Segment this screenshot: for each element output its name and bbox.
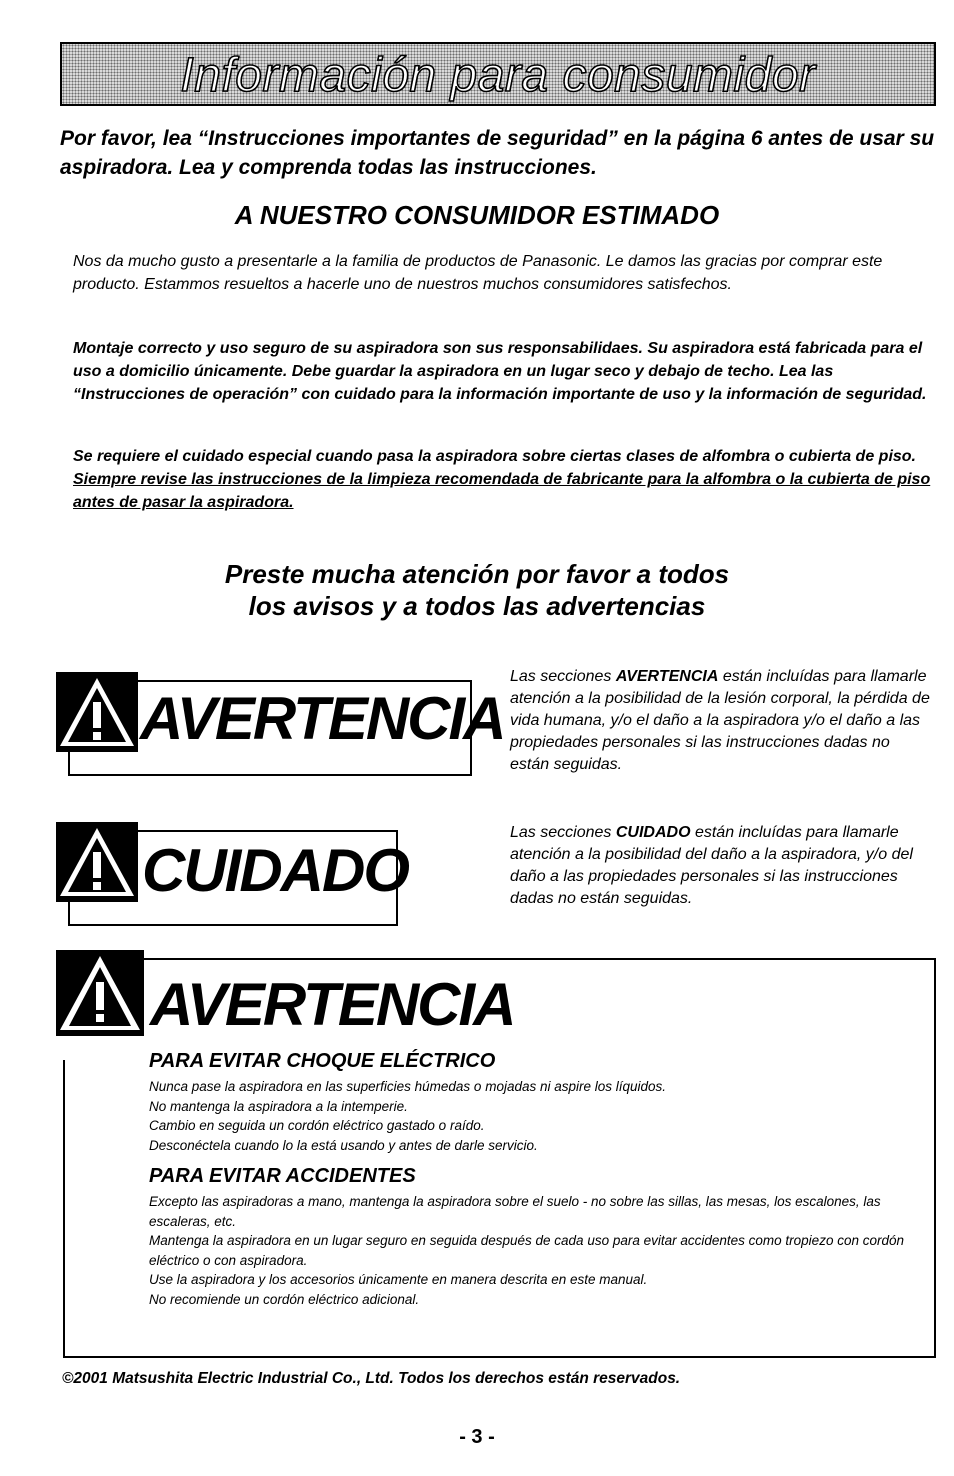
accidents-item: Use la aspiradora y los accesorios únicamente en manera descrita en este manual. bbox=[149, 1272, 648, 1287]
warning-label-text: AVERTENCIA bbox=[140, 685, 505, 752]
caution-desc-bold: CUIDADO bbox=[615, 824, 691, 841]
p3-text: Se requiere el cuidado especial cuando pasa la aspiradora sobre ciertas clases de alfombra o cubierta de piso. bbox=[73, 448, 916, 465]
shock-item: No mantenga la aspiradora a la intemperie. bbox=[149, 1098, 408, 1114]
shock-heading: PARA EVITAR CHOQUE ELÉCTRICO bbox=[149, 1050, 496, 1072]
attention-heading bbox=[0, 558, 954, 622]
accidents-heading: PARA EVITAR ACCIDENTES bbox=[149, 1165, 416, 1187]
warning-triangle-icon bbox=[56, 672, 138, 752]
caution-label-text: CUIDADO bbox=[142, 837, 408, 904]
attention-line-2: los avisos y a todos las advertencias bbox=[248, 591, 706, 621]
copyright: ©2001 Matsushita Electric Industrial Co., Ltd. Todos los derechos están reservados. bbox=[62, 1370, 681, 1387]
shock-item: Cambio en seguida un cordón eléctrico gastado o raído. bbox=[149, 1118, 485, 1133]
warning-box-side-bar bbox=[56, 1036, 78, 1060]
warning-box-title: AVERTENCIA bbox=[150, 971, 515, 1038]
dear-consumer-heading: A NUESTRO CONSUMIDOR ESTIMADO bbox=[234, 200, 720, 230]
header-banner bbox=[60, 42, 936, 106]
caution-description bbox=[510, 822, 920, 910]
shock-item: Nunca pase la aspiradora en las superficies húmedas o mojadas ni aspire los líquidos. bbox=[149, 1079, 667, 1094]
warning-desc-post: están incluídas para llamarle atención a la posibilidad de la lesión corporal, la pérdida de vida humana, y/o el daño a la aspiradora y/o el daño a las propiedades personales si las instrucciones dadas no están seguidas. bbox=[510, 668, 930, 773]
accidents-item: Mantenga la aspiradora en un lugar seguro en seguida después de cada uso para evitar accidentes como tropiezo con cordón eléctrico o con aspiradora. bbox=[149, 1233, 904, 1268]
page-title: Información para consumidor bbox=[180, 49, 816, 102]
warning-label-block bbox=[56, 672, 138, 752]
warning-box-content bbox=[149, 1050, 919, 1309]
warning-description bbox=[510, 666, 930, 776]
dear-consumer-paragraph-3 bbox=[73, 445, 933, 514]
accidents-item: Excepto las aspiradoras a mano, mantenga la aspiradora sobre el suelo - no sobre las sillas, las mesas, los escalones, las escaleras, etc. bbox=[149, 1194, 881, 1229]
warning-box-triangle-icon bbox=[56, 950, 144, 1036]
caution-desc-pre: Las secciones bbox=[510, 824, 616, 841]
caution-triangle-icon bbox=[56, 822, 138, 902]
page-number: - 3 - bbox=[459, 1426, 495, 1448]
shock-item: Desconéctela cuando lo la está usando y antes de darle servicio. bbox=[149, 1137, 538, 1153]
warning-desc-bold: AVERTENCIA bbox=[615, 668, 719, 685]
accidents-item: No recomiende un cordón eléctrico adicional. bbox=[149, 1291, 420, 1307]
dear-consumer-paragraph-1: Nos da mucho gusto a presentarle a la familia de productos de Panasonic. Le damos las gracias por comprar este producto. Estammos resueltos a hacerle uno de nuestros muchos consumidores satisfechos. bbox=[73, 253, 883, 293]
caution-label-block bbox=[56, 822, 138, 902]
p3-underlined-text: Siempre revise las instrucciones de la limpieza recomendada de fabricante para la alfombra o la cubierta de piso antes de pasar la aspiradora. bbox=[73, 471, 931, 511]
attention-line-1: Preste mucha atención por favor a todos bbox=[224, 559, 730, 589]
caution-desc-post: están incluídas para llamarle atención a la posibilidad del daño a la aspiradora, y/o del daño a las propiedades personales si las instrucciones dadas no están seguidas. bbox=[510, 824, 913, 907]
dear-consumer-paragraph-2: Montaje correcto y uso seguro de su aspiradora son sus responsabilidaes. Su aspiradora está fabricada para el uso a domicilio únicamente. Debe guardar la aspiradora en un lugar seco y debajo de techo. Lea las “Instrucciones de operación” con cuidado para la información importante de uso y la información de seguridad. bbox=[73, 340, 927, 403]
warning-desc-pre: Las secciones bbox=[510, 668, 616, 685]
intro-text: Por favor, lea “Instrucciones importantes de seguridad” en la página 6 antes de usar su aspiradora. Lea y comprenda todas las instrucciones. bbox=[60, 127, 935, 179]
warning-box-block bbox=[56, 950, 144, 1036]
